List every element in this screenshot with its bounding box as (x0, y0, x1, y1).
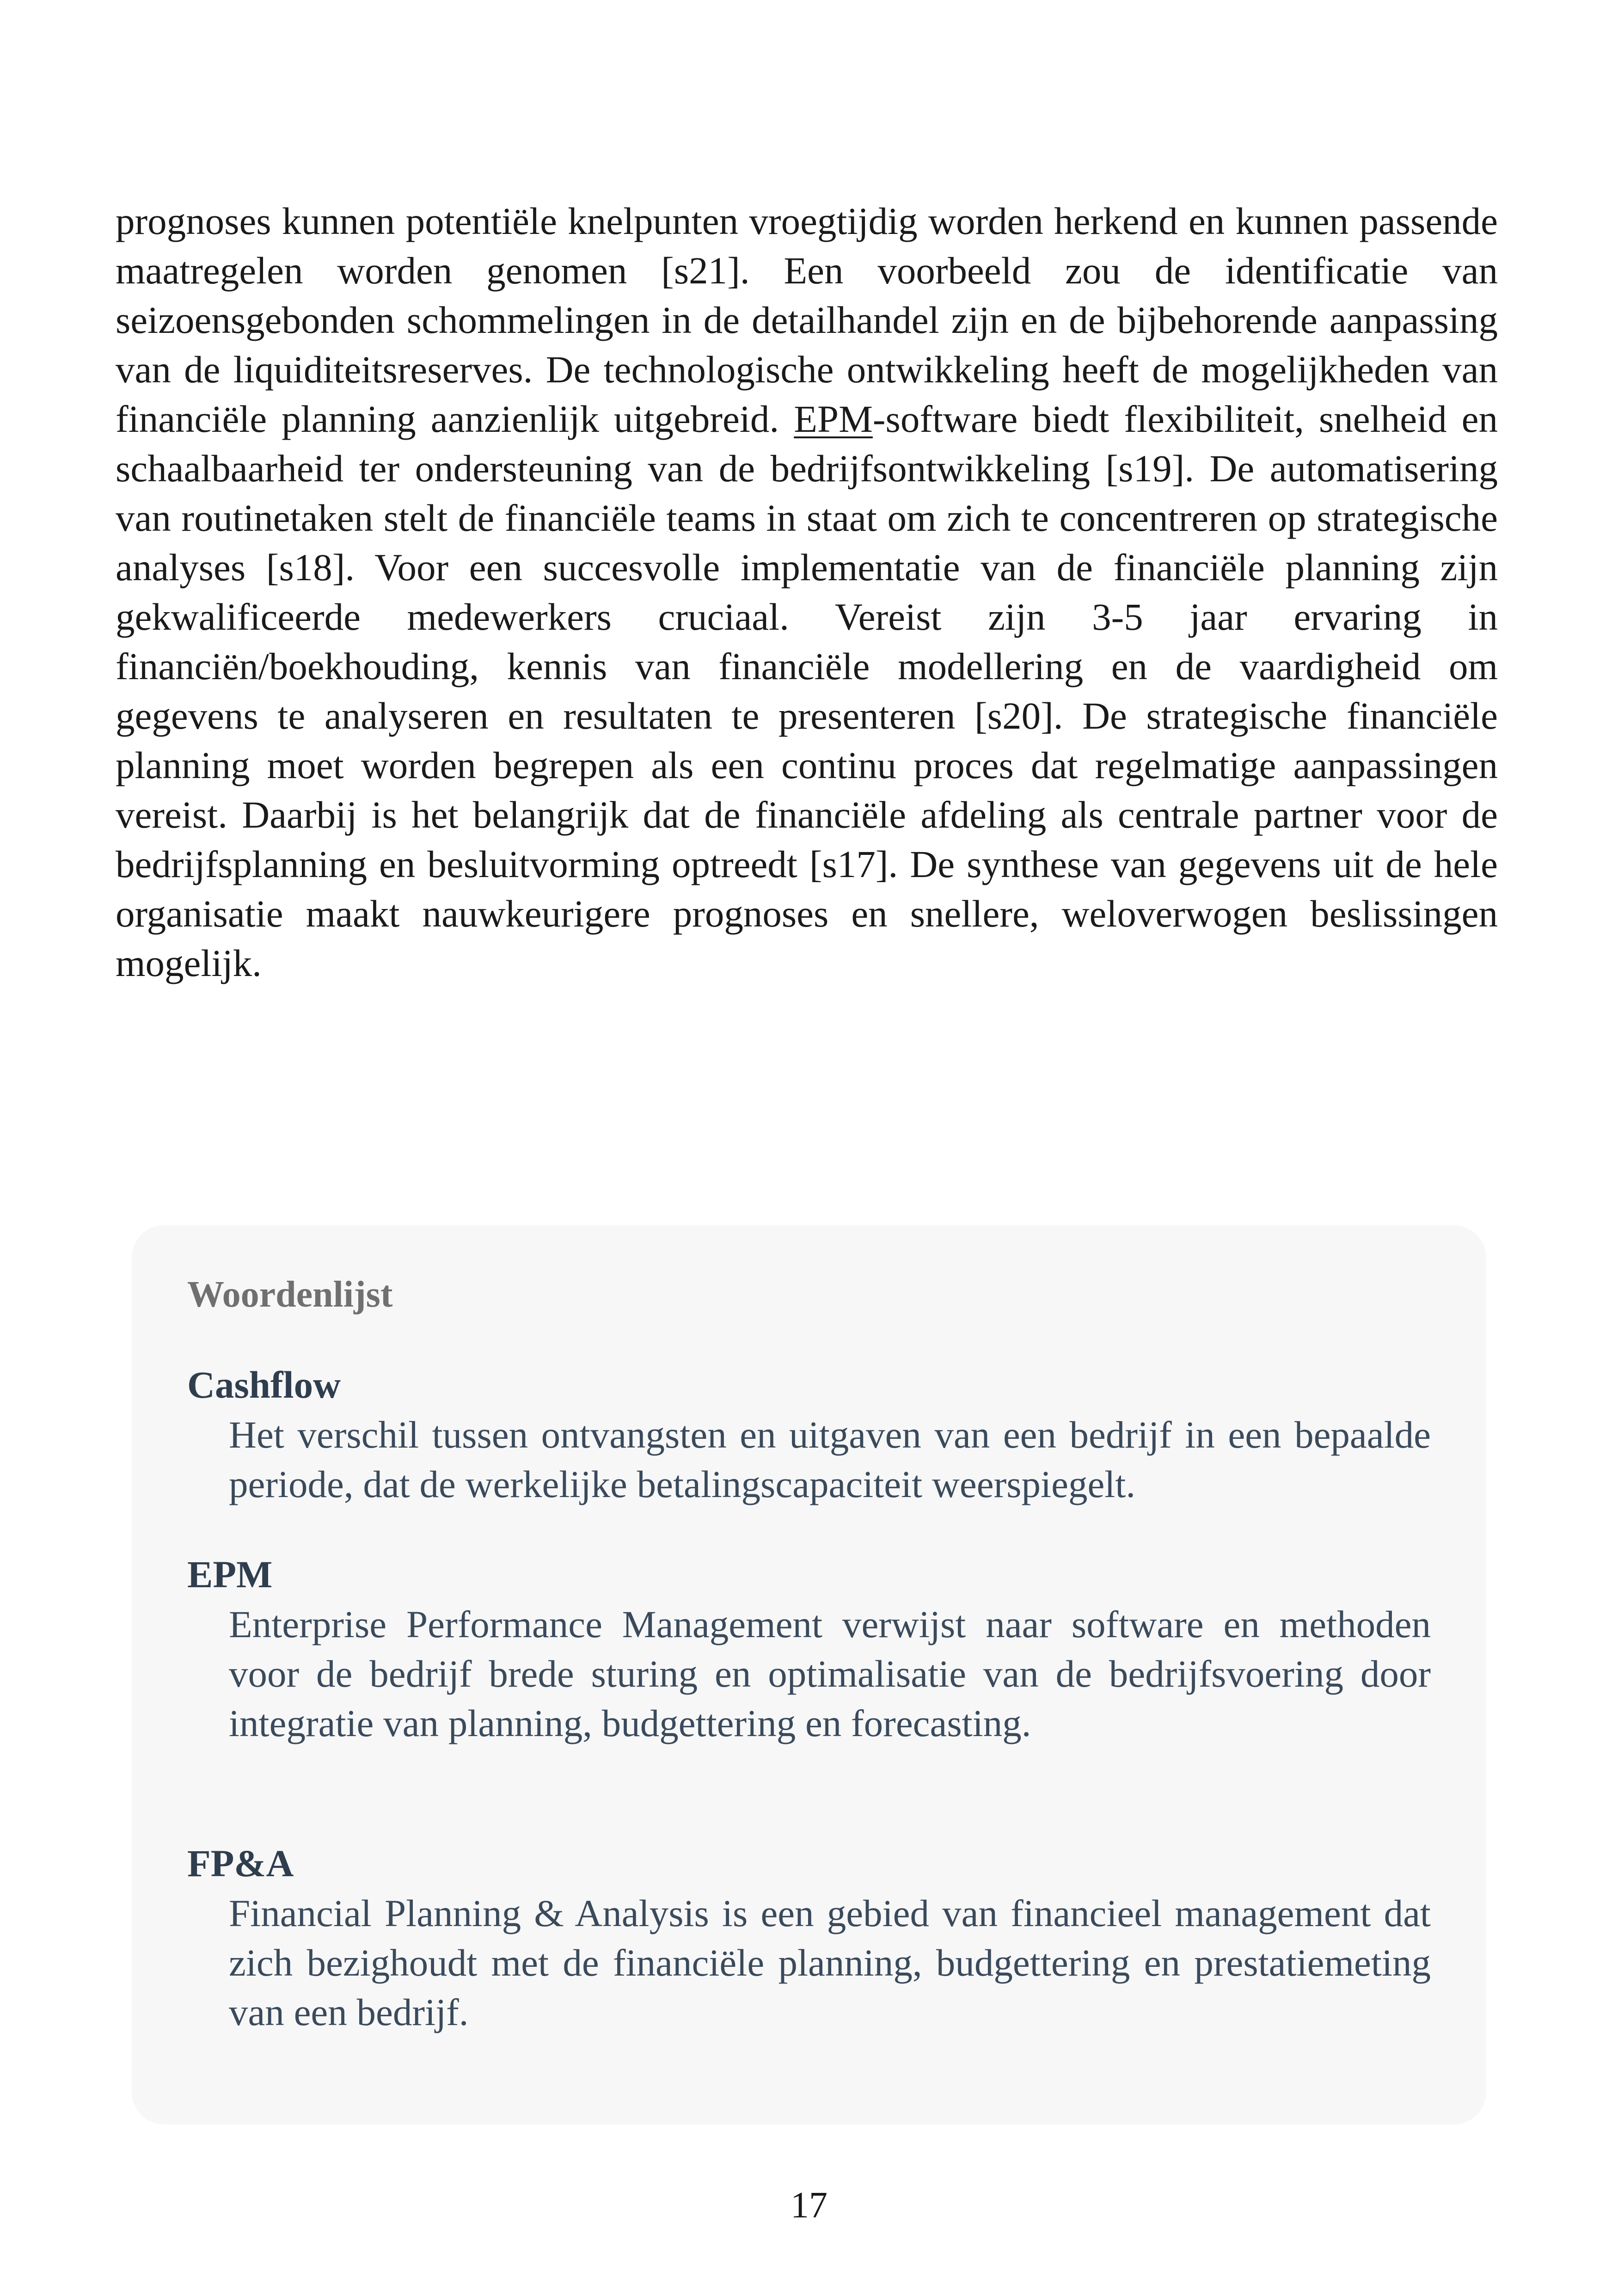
page-number: 17 (791, 2185, 827, 2226)
glossary-term: FP&A (187, 1842, 294, 1885)
glossary-definition: Enterprise Performance Management verwijst naar software en methoden voor de bedrijf brede sturing en optimalisatie van de bedrijfsvoering door integratie van planning, budgettering en forecasting. (229, 1603, 1431, 1744)
glossary-term: Cashflow (187, 1363, 341, 1406)
glossary-entry-cashflow (187, 1359, 1431, 1509)
glossary-entry-epm (187, 1549, 1431, 1748)
glossary-title: Woordenlijst (187, 1274, 393, 1315)
epm-glossary-link[interactable]: EPM (794, 398, 873, 440)
glossary-term: EPM (187, 1553, 273, 1596)
body-text-segment: prognoses kunnen potentiële knelpunten vroegtijdig worden herkend en kunnen passende maatregelen worden genomen [s21]. Een voorbeeld zou de identificatie van seizoensgebonden schommelingen in de detailhandel zijn en de bijbehorende aanpassing van de liquiditeitsreserves. De technologische ontwikkeling heeft de mogelijkheden van financiële planning aanzienlijk uitgebreid. (116, 200, 1498, 440)
glossary-definition: Het verschil tussen ontvangsten en uitgaven van een bedrijf in een bepaalde periode, dat de werkelijke betalingscapaciteit weerspiegelt. (229, 1413, 1431, 1505)
body-text-segment: -software biedt flexibiliteit, snelheid en schaalbaarheid ter ondersteuning van de bedrijfsontwikkeling [s19]. De automatisering van routinetaken stelt de financiële teams in staat om zich te concentreren op strategische analyses [s18]. Voor een succesvolle implementatie van de financiële planning zijn gekwalificeerde medewerkers cruciaal. Vereist zijn 3-5 jaar ervaring in financiën/boekhouding, kennis van financiële modellering en de vaardigheid om gegevens te analyseren en resultaten te presenteren [s20]. De strategische financiële planning moet worden begrepen als een continu proces dat regelmatige aanpassingen vereist. Daarbij is het belangrijk dat de financiële afdeling als centrale partner voor de bedrijfsplanning en besluitvorming optreedt [s17]. De synthese van gegevens uit de hele organisatie maakt nauwkeurigere prognoses en snellere, weloverwogen beslissingen mogelijk. (116, 398, 1498, 984)
glossary-definition: Financial Planning & Analysis is een gebied van financieel management dat zich bezighoudt met de financiële planning, budgettering en prestatiemeting van een bedrijf. (229, 1892, 1431, 2033)
glossary-box (132, 1225, 1486, 2124)
body-paragraph (116, 196, 1498, 988)
glossary-entry-fpa (187, 1838, 1431, 2037)
